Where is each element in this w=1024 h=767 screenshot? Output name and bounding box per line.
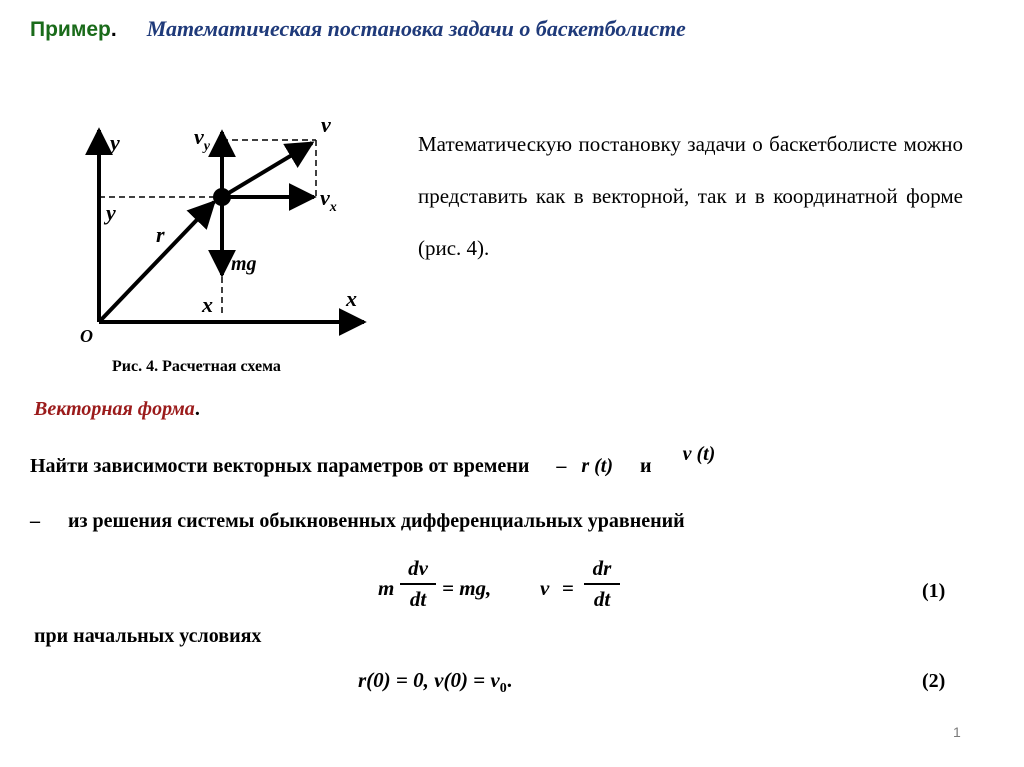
vector-form-label: Векторная форма (34, 398, 195, 420)
page-title (30, 16, 686, 42)
equation-2 (358, 668, 512, 697)
description-paragraph: Математическую постановку задачи о баскетболисте можно представить как в векторной, так и в координатной форме (рис. 4). (418, 132, 963, 260)
x-axis-label: x (346, 286, 357, 311)
x-coord-label: x (202, 292, 213, 317)
r-label: r (156, 222, 165, 247)
eq2-sub: 0 (499, 681, 507, 697)
mg-label: mg (231, 253, 257, 275)
equation-2-number: (2) (922, 670, 946, 692)
page-number: 1 (953, 724, 961, 740)
eq1-dr: dr (592, 556, 612, 580)
eq1-fraction-dv-dt (400, 556, 436, 612)
example-dot: . (110, 18, 117, 41)
initial-conditions-text: при начальных условиях (34, 625, 262, 647)
eq1-fraction-dr-dt (584, 556, 620, 612)
eq1-v: v (540, 576, 550, 600)
solve-dash: – (30, 510, 40, 532)
r-of-t: r (t) (581, 455, 614, 477)
v-vector (222, 143, 312, 197)
slide-subtitle: Математическая постановка задачи о баскетболисте (146, 16, 686, 41)
task-and: и (640, 455, 652, 477)
figure-caption: Рис. 4. Расчетная схема (112, 358, 281, 375)
vector-form-dot: . (194, 398, 200, 420)
origin-label: O (80, 326, 93, 346)
vx-label: $v_x$ (320, 185, 337, 215)
vy-label: $v_y$ (194, 124, 210, 154)
eq1-dt2: dt (593, 587, 611, 611)
eq1-dt1: dt (409, 587, 427, 611)
eq1-dv: dv (408, 556, 428, 580)
eq2-end: . (506, 668, 512, 692)
ball-point (213, 188, 231, 206)
v-label: v (321, 112, 331, 137)
equation-1 (378, 556, 638, 616)
y-coord-label: y (106, 200, 116, 225)
task-line (30, 443, 716, 478)
r-vector (99, 202, 214, 322)
solve-line (30, 510, 685, 533)
vector-form-heading (34, 398, 200, 421)
eq1-rhs: = mg, (442, 576, 492, 600)
y-axis-label: y (110, 130, 120, 155)
solve-text: из решения системы обыкновенных дифференциальных уравнений (68, 510, 685, 532)
example-label: Пример (30, 18, 111, 41)
equation-1-number: (1) (922, 580, 946, 602)
task-dash: – (556, 455, 567, 477)
schema-figure (74, 110, 374, 355)
eq1-m: m (378, 576, 395, 600)
eq2-text: r(0) = 0, v(0) = v (358, 668, 500, 692)
v-of-t: v (t) (682, 443, 716, 465)
task-text: Найти зависимости векторных параметров от времени (30, 455, 530, 477)
eq1-eq: = (562, 576, 574, 600)
